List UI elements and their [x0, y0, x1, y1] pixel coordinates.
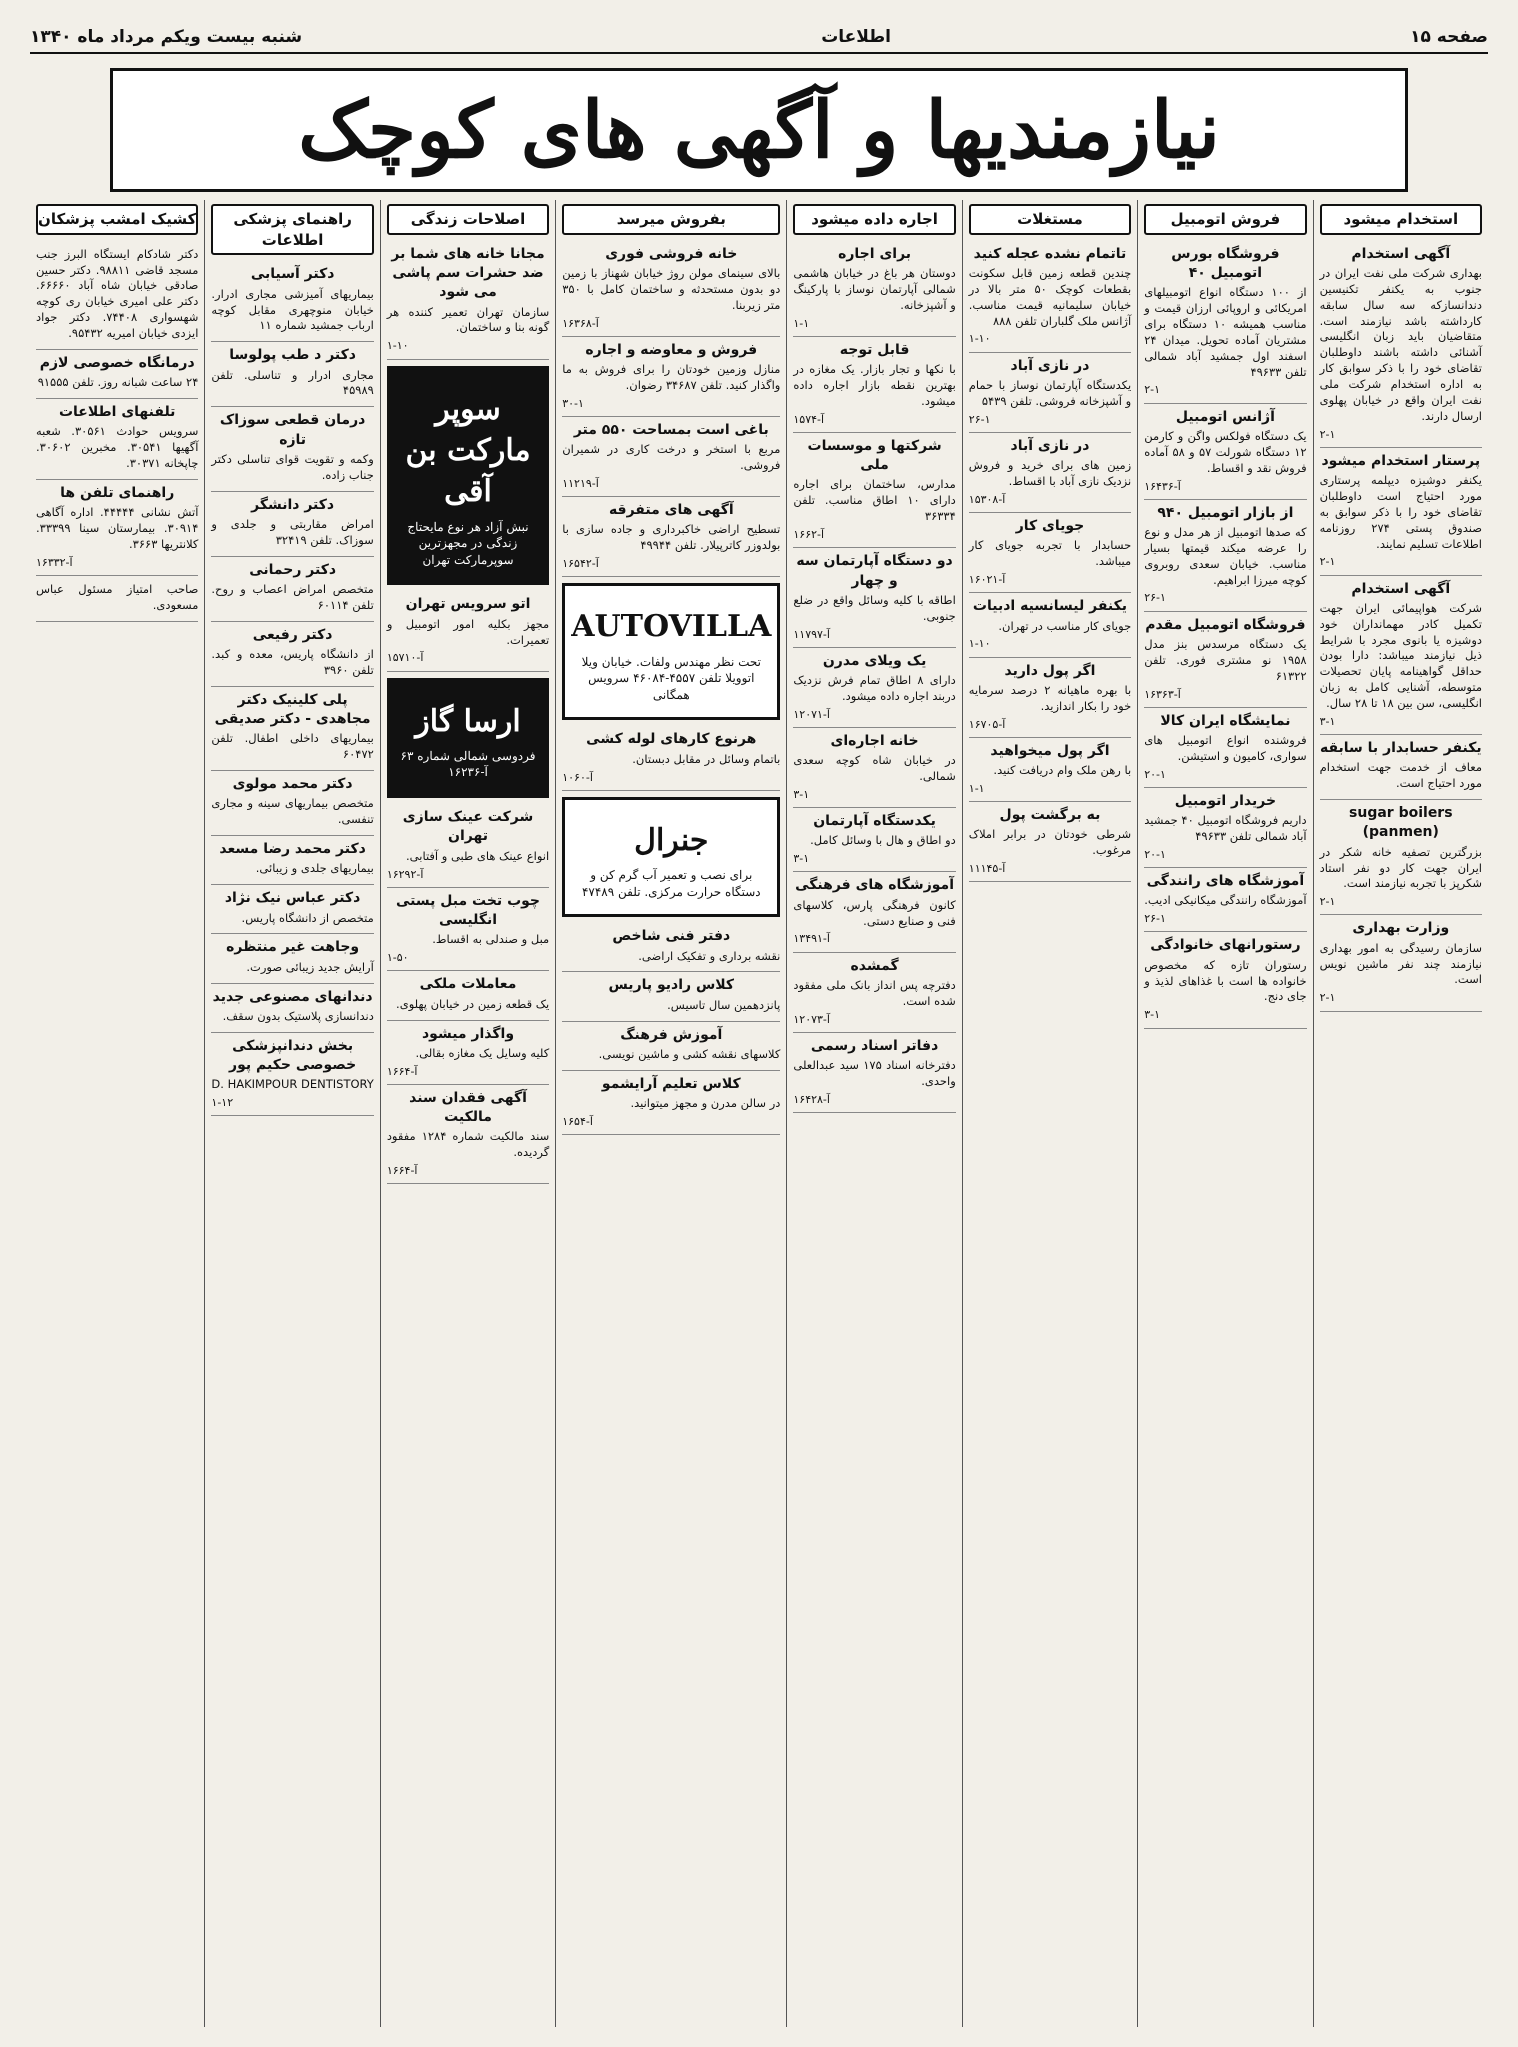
ad-title: آگهی استخدام: [1351, 245, 1451, 262]
ad-title: اگر پول میخواهید: [990, 742, 1110, 759]
ad-code: آ-۱۰۶۰: [562, 770, 593, 784]
classified-ad: [562, 1071, 780, 1135]
page-number: صفحه ۱۵: [1410, 27, 1488, 47]
ad-title: فروش و معاوضه و اجاره: [585, 341, 758, 358]
ad-code: ۲۶-۱: [1144, 912, 1166, 926]
ad-code: آ-۱۶۶۲: [793, 528, 825, 542]
ad-title: اگر پول دارید: [1004, 662, 1096, 679]
ad-body: کلاسهای نقشه کشی و ماشین نویسی.: [598, 1046, 781, 1061]
ad-body: در سالن مدرن و مجهز میتوانید.: [630, 1096, 781, 1111]
classified-ad: [387, 1085, 549, 1185]
ad-title: ارسا گاز: [415, 703, 521, 739]
display-ad: [562, 583, 780, 720]
classified-ad: [1320, 735, 1482, 800]
ad-body: یک قطعه زمین در خیابان پهلوی.: [396, 996, 550, 1011]
ad-title: دکتر محمد رضا مسعد: [219, 841, 366, 858]
ad-body: با رهن ملک وام دریافت کنید.: [993, 763, 1132, 778]
classified-ad: [211, 934, 373, 983]
classified-ad: [562, 972, 780, 1021]
classified-ad: [36, 399, 198, 480]
ad-body: باتمام وسائل در مقابل دبستان.: [632, 751, 781, 766]
banner-title: نیازمندیها و آگهی های کوچک: [298, 84, 1220, 176]
ad-code: ۲۶-۱: [968, 412, 991, 426]
ad-body: دو اطاق و هال با وسائل کامل.: [810, 833, 956, 848]
classified-ad: [387, 971, 549, 1020]
ad-column: [555, 200, 786, 2027]
ad-body: پانزدهمین سال تاسیس.: [667, 997, 781, 1012]
ad-code: آ-۱۶۵۴۲: [562, 557, 599, 571]
classified-ad: [793, 1033, 955, 1113]
ad-title: فروشگاه بورس اتومبیل ۴۰: [1171, 245, 1280, 281]
ad-title: کلاس تعلیم آرایشمو: [601, 1075, 741, 1092]
ad-body: فروشنده انواع اتومبیل های سواری، کامیون و استیشن.: [1144, 733, 1307, 763]
ad-body: آتش نشانی ۴۴۴۴۴. اداره آگاهی ۳۰۹۱۴. بیمارستان سینا ۳۳۳۹۹. کلانتریها ۳۶۶۳.: [36, 505, 199, 551]
ad-code: ۱-۱: [793, 316, 810, 330]
ad-title: آگهی استخدام: [1351, 580, 1451, 597]
classified-ad: [562, 923, 780, 972]
classified-ad: [562, 497, 780, 577]
ad-body: دندانسازی پلاستیک بدون سقف.: [222, 1008, 374, 1023]
ad-body: تحت نظر مهندس ولفات. خیابان ویلا اتوویلا تلفن ۴۵۵۷-۴۶۰۸۴ سرویس همگانی: [581, 654, 761, 702]
ad-body: دفترچه پس انداز بانک ملی مفقود شده است.: [793, 977, 956, 1008]
ad-body: بزرگترین تصفیه خانه شکر در ایران جهت کار دو نفر استاد شکرپز با تجربه نیازمند است.: [1319, 844, 1482, 891]
ad-body: که صدها اتومبیل از هر مدل و نوع را عرضه میکند قیمتها بسیار مناسب. خیابان سعدی روبروی کوچه میرزا ابراهیم.: [1144, 525, 1307, 587]
classified-ad: [211, 342, 373, 407]
ad-title: یکدستگاه آپارتمان: [813, 813, 936, 830]
ad-code: آ-۱۲۰۷۳: [793, 1012, 830, 1026]
ad-body: متخصص از دانشگاه پاریس.: [241, 910, 374, 925]
ad-body: منازل وزمین خودتان را برای فروش به ما واگذار کنید. تلفن ۳۴۶۸۷ رضوان.: [562, 362, 781, 392]
ad-title: دکتر رفیعی: [252, 626, 333, 643]
ad-title: سوپر مارکت بن آقی: [405, 391, 531, 510]
ad-title: معاملات ملکی: [419, 976, 517, 993]
ad-title: دکتر محمد مولوی: [232, 776, 353, 793]
ad-body: آموزشگاه رانندگی میکانیکی ادیب.: [1144, 893, 1307, 908]
classified-ad: [793, 872, 955, 952]
ad-body: سازمان رسیدگی به امور بهداری نیازمند چند نفر ماشین نویس است.: [1319, 940, 1482, 987]
ad-body: مجاری ادرار و تناسلی. تلفن ۴۵۹۸۹: [211, 367, 374, 398]
ad-code: آ-۱۶۶۴: [386, 1064, 418, 1078]
ad-code: آ-۱۵۳۰۸: [968, 492, 1006, 506]
ad-body: سرویس حوادث ۳۰۵۶۱. شعبه آگهیها ۳۰۵۴۱. مخبرین ۳۰۶۰۲. چاپخانه ۳۰۳۷۱.: [36, 424, 199, 471]
ad-code: آ-۱۱۱۴۵: [968, 862, 1006, 876]
ad-body: امراض مقاربتی و جلدی و سوزاک. تلفن ۳۲۴۱۹: [211, 516, 374, 547]
classified-ad: [1144, 708, 1306, 788]
ad-code: ۲۶-۱: [1144, 591, 1166, 605]
ad-title: تاتمام نشده عجله کنید: [973, 245, 1127, 262]
ad-body: از ۱۰۰ دستگاه انواع اتومبیلهای امریکائی و اروپائی ارزان قیمت و مناسب همیشه ۱۰ دستگاه برای مشتریان آماده تحویل. میدان ۲۴ اسفند اول جمشید آباد شمالی تلفن ۴۹۶۳۳: [1144, 285, 1307, 379]
ad-code: آ-۱۵۷۱۰: [386, 651, 424, 665]
classified-ad: [969, 802, 1131, 882]
ad-body: در خیابان شاه کوچه سعدی شمالی.: [793, 753, 956, 784]
ad-title: هرنوع کارهای لوله کشی: [586, 731, 757, 748]
column-heading: مستغلات: [969, 204, 1131, 235]
ad-title: دکتر دانشگر: [251, 496, 335, 513]
display-ad: [387, 678, 549, 798]
ad-code: ۲۰-۱: [1144, 767, 1166, 781]
classified-ad: [211, 557, 373, 622]
ad-code: ۲-۱: [1319, 895, 1336, 909]
ad-body: متخصص امراض اعصاب و روح. تلفن ۶۰۱۱۴: [211, 581, 374, 612]
ad-body: سند مالکیت شماره ۱۲۸۴ مفقود گردیده.: [386, 1129, 550, 1160]
classified-ad: [36, 241, 198, 350]
ad-title: در نازی آباد: [1010, 357, 1090, 374]
ad-title: جویای کار: [1015, 518, 1085, 535]
ad-body: بیماریهای آمیزشی مجاری ادرار. خیابان منوچهری مقابل کوچه ارباب جمشید شماره ۱۱: [211, 286, 374, 333]
ad-title: آژانس اتومبیل: [1175, 408, 1275, 425]
ad-code: آ-۱۱۷۹۷: [793, 627, 830, 641]
ad-title: شرکتها و موسسات ملی: [807, 437, 942, 474]
classified-ad: [1320, 576, 1482, 736]
column-heading: فروش اتومبیل: [1144, 204, 1306, 235]
classified-ad: [793, 241, 955, 337]
ad-title: چوب تخت مبل پستی انگلیسی: [396, 892, 541, 928]
ad-body: رستوران تازه که مخصوص خانواده ها است با غذاهای لذیذ و جای دنج.: [1144, 957, 1307, 1004]
ad-body: انواع عینک های طبی و آفتابی.: [406, 848, 550, 863]
classified-ad: [562, 241, 780, 337]
ad-body: ۲۴ ساعت شبانه روز. تلفن ۹۱۵۵۵: [37, 375, 199, 390]
classified-ad: [1320, 448, 1482, 576]
ad-title: واگذار میشود: [421, 1025, 515, 1042]
ad-code: آ-۱۶۵۴: [562, 1114, 593, 1128]
ad-body: بیماریهای داخلی اطفال. تلفن ۶۰۴۷۲: [211, 731, 374, 762]
page-header: [30, 22, 1488, 54]
classified-ad: [562, 337, 780, 417]
ad-body: دوستان هر باغ در خیابان هاشمی شمالی آپارتمان نوساز با پارکینگ و آشپزخانه.: [793, 266, 956, 312]
classified-ad: [1320, 241, 1482, 448]
display-ad: [387, 366, 549, 586]
ad-body: نبش آزاد هر نوع مایحتاج زندگی در مجهزترین سوپرمارکت تهران: [407, 519, 529, 567]
ad-column: [786, 200, 961, 2027]
classified-ad: [969, 738, 1131, 802]
ad-body: اطاقه با کلیه وسائل واقع در ضلع جنوبی.: [793, 592, 956, 623]
ad-code: آ-۱۱۲۱۹: [562, 476, 599, 490]
ad-title: دفتر فنی شاخص: [612, 928, 731, 945]
ad-title: sugar boilers (panmen): [1349, 805, 1453, 841]
ad-body: از دانشگاه پاریس، معده و کبد. تلفن ۳۹۶۰: [211, 647, 374, 677]
ad-title: بخش دندانپزشکی خصوصی حکیم پور: [229, 1037, 357, 1074]
classified-ad: [387, 888, 549, 972]
ad-body: یک دستگاه فولکس واگن و کارمن ۱۲ دستگاه شورلت ۵۷ و ۵۸ آماده فروش نقد و اقساط.: [1144, 428, 1307, 475]
ad-title: یک ویلای مدرن: [822, 652, 927, 669]
ad-body: مربع با استخر و درخت کاری در شمیران فروشی.: [562, 442, 781, 473]
column-heading: کشیک امشب پزشکان: [36, 204, 198, 235]
classified-ad: [969, 433, 1131, 513]
classified-ad: [211, 261, 373, 342]
ad-body: بالای سینمای مولن روژ خیابان شهناز با زمین دو بدون مستحدثه و ساختمان کامل با ۳۵۰ متر زیربنا.: [562, 266, 781, 312]
ad-code: آ-۱۶۲۳۶: [448, 765, 488, 780]
ad-code: ۳۰-۱: [562, 396, 584, 410]
column-heading: اجاره داده میشود: [793, 204, 955, 235]
ad-title: دکتر عباس نیک نژاد: [224, 890, 361, 907]
ad-body: با بهره ماهیانه ۲ درصد سرمایه خود را بکار اندازید.: [968, 682, 1132, 713]
classified-ad: [969, 241, 1131, 353]
ad-body: مجهز بکلیه امور اتومبیل و تعمیرات.: [386, 616, 550, 647]
ad-code: ۱-۱۲: [211, 1096, 234, 1110]
classified-ad: [211, 492, 373, 557]
ad-body: دکتر شادکام ایستگاه البرز جنب مسجد قاضی ۹۸۸۱۱. دکتر حسین صادقی خیابان شاه آباد ۶۶۶۶۰. دکتر علی امیری خیابان ری کوچه شهسواری ۷۴۴۰۸. دکتر جواد ایزدی خیابان امیریه ۹۵۴۳۲.: [36, 246, 199, 340]
classified-ad: [387, 591, 549, 671]
ad-body: زمین های برای خرید و فروش نزدیک نازی آباد با اقساط.: [968, 458, 1132, 488]
ad-code: آ-۱۶۰۲۱: [968, 573, 1006, 587]
ad-code: آ-۱۶۴۳۶: [1144, 479, 1181, 493]
ad-code: آ-۱۳۴۹۱: [793, 932, 830, 946]
ad-title: پلی کلینیک دکتر مجاهدی - دکتر صدیقی: [214, 691, 371, 728]
ad-body: فردوسی شمالی شماره ۶۳: [400, 748, 536, 763]
classified-ad: [36, 576, 198, 622]
ad-body: برای نصب و تعمیر آب گرم کن و دستگاه حرارت مرکزی. تلفن ۴۷۴۸۹: [581, 868, 761, 899]
classified-ad: [211, 407, 373, 491]
display-ad: [562, 797, 780, 917]
ad-code: ۳-۱: [793, 787, 810, 801]
ad-title: در نازی آباد: [1010, 437, 1090, 454]
ad-code: ۳-۱: [793, 852, 810, 866]
ad-title: آموزشگاه های رانندگی: [1146, 873, 1305, 890]
ad-body: شرطی خودتان در برابر املاک مرغوب.: [968, 827, 1132, 858]
classified-ad: [211, 687, 373, 771]
classified-ad: [211, 1033, 373, 1117]
classified-ad: [562, 1022, 780, 1071]
ad-code: آ-۱۲۰۷۱: [793, 707, 830, 721]
ad-title: قابل توجه: [839, 341, 910, 358]
column-heading: راهنمای پزشکی اطلاعات: [211, 204, 373, 255]
classifieds-columns: [30, 200, 1488, 2027]
classified-ad: [969, 353, 1131, 433]
classified-ad: [387, 1021, 549, 1085]
ad-title: دو دستگاه آپارتمان سه و چهار: [796, 553, 953, 589]
ad-column: [962, 200, 1137, 2027]
ad-body: بیماریهای جلدی و زیبائی.: [255, 861, 374, 876]
classified-ad: [969, 513, 1131, 593]
ad-code: آ-۱۶۲۹۲: [386, 867, 424, 881]
ad-code: آ-۱۶۶۴: [386, 1164, 418, 1178]
ad-body: تسطیح اراضی خاکبرداری و جاده سازی با بولدوزر کاترپیلار. تلفن ۴۹۹۴۴: [562, 522, 781, 553]
newspaper-name: اطلاعات: [821, 27, 892, 47]
classified-ad: [1144, 241, 1306, 404]
ad-body: مدارس، ساختمان برای اجاره دارای ۱۰ اطاق مناسب. تلفن ۳۶۳۳۴: [793, 477, 956, 524]
ad-body: دفترخانه اسناد ۱۷۵ سید عبدالعلی واحدی.: [793, 1058, 956, 1089]
classified-ad: [211, 771, 373, 836]
ad-title: تلفنهای اطلاعات: [58, 404, 176, 421]
ad-column: [380, 200, 555, 2027]
ad-body: متخصص بیماریهای سینه و مجاری تنفسی.: [211, 796, 374, 827]
classified-ad: [1320, 915, 1482, 1011]
ad-title: آموزشگاه های فرهنگی: [795, 877, 955, 894]
ad-code: آ-۱۶۳۳۲: [36, 555, 73, 569]
ad-code: ۱-۱۰: [386, 339, 409, 353]
ad-title: آگهی های متفرقه: [608, 502, 734, 519]
ad-column: [1313, 200, 1488, 2027]
ad-title: جنرال: [634, 822, 709, 858]
ad-body: کانون فرهنگی پارس، کلاسهای فنی و صنایع دستی.: [793, 897, 956, 928]
ad-column: [204, 200, 379, 2027]
ad-body: مبل و صندلی به اقساط.: [432, 932, 550, 947]
ad-title: برای اجاره: [838, 245, 912, 262]
ad-code: آ-۱۶۷۰۵: [968, 717, 1006, 731]
classified-ad: [1144, 788, 1306, 868]
ad-column: [30, 200, 204, 2027]
ad-code: ۱-۵۰: [386, 951, 409, 965]
ad-title: گمشده: [850, 957, 899, 974]
ad-body: حسابدار با تجربه جویای کار میباشد.: [968, 538, 1132, 569]
classified-ad: [562, 417, 780, 497]
ad-title: درمانگاه خصوصی لازم: [39, 354, 195, 371]
ad-title: وجاهت غیر منتظره: [226, 939, 360, 956]
ad-body: داریم فروشگاه اتومبیل ۴۰ جمشید آباد شمالی تلفن ۴۹۶۳۳: [1144, 813, 1307, 844]
classified-ad: [36, 480, 198, 576]
ad-title: دفاتر اسناد رسمی: [810, 1037, 939, 1054]
ad-title: دکتر رحمانی: [249, 561, 337, 578]
ad-title: به برگشت پول: [999, 807, 1101, 824]
ad-title: شرکت عینک سازی تهران: [402, 809, 534, 845]
classified-ad: [211, 836, 373, 885]
ad-code: ۱-۱۰: [968, 332, 991, 346]
classified-ad: [1144, 868, 1306, 932]
ad-code: ۲۰-۱: [1144, 847, 1166, 861]
classified-ad: [793, 337, 955, 433]
ad-body: صاحب امتیاز مسئول عباس مسعودی.: [36, 581, 199, 612]
ad-code: آ-۱۶۴۲۸: [793, 1092, 830, 1106]
ad-title: یکنفر حسابدار با سابقه: [1319, 740, 1482, 757]
ad-title: کلاس رادیو پاریس: [608, 977, 735, 994]
ad-body: جویای کار مناسب در تهران.: [998, 618, 1132, 633]
ad-title: AUTOVILLA: [571, 609, 772, 645]
classified-ad: [793, 808, 955, 872]
ad-title: راهنمای تلفن ها: [60, 484, 175, 501]
ad-body: سازمان تهران تعمیر کننده هر گونه بنا و ساختمان.: [386, 304, 550, 335]
ad-title: مجانا خانه های شما بر ضد حشرات سم پاشی می شود: [391, 245, 545, 301]
classified-ad: [793, 648, 955, 728]
ad-title: خانه فروشی فوری: [605, 245, 738, 262]
ad-code: ۲-۱: [1319, 555, 1336, 569]
classified-ad: [211, 984, 373, 1033]
ad-body: یکنفر دوشیزه دیپلمه پرستاری مورد احتیاج است داوطلبان تقاضای خود را با ذکر سوابق به صندوق پستی ۲۷۴ روزنامه اطلاعات تسلیم نمایند.: [1319, 473, 1482, 551]
issue-date: شنبه بیست ویکم مرداد ماه ۱۳۴۰: [30, 27, 303, 47]
ad-title: رستورانهای خانوادگی: [1150, 937, 1301, 954]
ad-title: دندانهای مصنوعی جدید: [212, 988, 373, 1005]
classified-ad: [1144, 500, 1306, 612]
classified-ad: [793, 433, 955, 548]
ad-title: وزارت بهداری: [1352, 920, 1450, 937]
ad-code: آ-۱۶۳۶۳: [1144, 687, 1181, 701]
column-heading: استخدام میشود: [1320, 204, 1482, 235]
ad-code: ۳-۱: [1319, 714, 1336, 728]
ad-code: ۱-۱۰: [968, 637, 991, 651]
ad-title: پرستار استخدام میشود: [1321, 452, 1481, 469]
ad-code: ۲-۱: [1144, 383, 1160, 397]
ad-code: ۳-۱: [1144, 1008, 1160, 1022]
ad-body: D. HAKIMPOUR DENTISTORY: [211, 1077, 374, 1092]
classified-ad: [793, 728, 955, 808]
classified-ad: [387, 804, 549, 888]
ad-code: ۱-۱: [968, 781, 985, 795]
classified-ad: [969, 658, 1131, 738]
classified-ad: [1144, 404, 1306, 500]
ad-code: آ-۱۵۷۴: [793, 412, 825, 426]
ad-title: باغی است بمساحت ۵۵۰ متر: [573, 421, 769, 438]
ad-body: چندین قطعه زمین قابل سکونت بقطعات کوچک ۵۰ متر بالا در خیابان سلیمانیه قیمت مناسب. آژانس ملک گلباران تلفن ۸۸۸: [968, 266, 1132, 328]
classified-ad: [562, 726, 780, 790]
ad-title: آموزش فرهنگ: [620, 1026, 723, 1043]
ad-body: کلیه وسایل یک مغازه بقالی.: [415, 1045, 550, 1060]
ad-title: خریدار اتومبیل: [1174, 792, 1277, 809]
ad-code: آ-۱۶۳۶۸: [562, 316, 599, 330]
ad-body: آرایش جدید زیبائی صورت.: [246, 959, 374, 974]
classified-ad: [1320, 800, 1482, 915]
ad-title: آگهی فقدان سند مالکیت: [409, 1089, 527, 1126]
ad-title: نمایشگاه ایران کالا: [1160, 712, 1291, 729]
section-banner: [110, 68, 1408, 192]
ad-column: [1137, 200, 1312, 2027]
ad-body: بهداری شرکت ملی نفت ایران در جنوب به یکنفر تکنیسین دندانسازکه سه سال سابقه کارداشته باشد نیازمند است. متقاضیان باید زبان انگلیسی آشنائی داشته باشند داوطلبان تقاضای خود را با ذکر سوابق کار به اداره استخدام شرکت ملی نفت ایران واقع در خیابان پهلوی ارسال دارند.: [1319, 266, 1482, 423]
classified-ad: [1144, 612, 1306, 708]
ad-code: ۲-۱: [1319, 427, 1336, 441]
ad-body: شرکت هواپیمائی ایران جهت تکمیل کادر مهمانداران خود دوشیزه یا بانوی مجرد با شرایط ذیل نیازمند میباشد: دارا بودن حداقل گواهینامه پایان تحصیلات متوسطه، آشنایی کامل به زبان انگلیسی، سن بین ۱۸ تا ۲۸ سال.: [1319, 600, 1482, 711]
ad-body: با نکها و تجار بازار. یک مغازه در بهترین نقطه بازار اجاره داده میشود.: [793, 362, 956, 408]
classified-ad: [387, 241, 549, 360]
classified-ad: [36, 350, 198, 399]
classified-ad: [969, 593, 1131, 657]
ad-body: وکمه و تقویت قوای تناسلی دکتر جناب زاده.: [211, 451, 374, 482]
classified-ad: [1144, 932, 1306, 1028]
ad-title: از بازار اتومبیل ۹۴۰: [1157, 504, 1294, 521]
ad-title: دکتر د طب پولوسا: [229, 347, 356, 364]
ad-body: نقشه برداری و تفکیک اراضی.: [638, 948, 781, 963]
ad-body: دارای ۸ اطاق تمام فرش نزدیک دربند اجاره داده میشود.: [793, 673, 956, 703]
ad-body: یک دستگاه مرسدس بنز مدل ۱۹۵۸ نو مشتری فوری. تلفن ۶۱۳۲۲: [1144, 636, 1307, 683]
ad-title: فروشگاه اتومبیل مقدم: [1145, 616, 1306, 633]
ad-title: درمان قطعی سوزاک تازه: [219, 412, 366, 448]
classified-ad: [211, 885, 373, 934]
ad-body: یکدستگاه آپارتمان نوساز با حمام و آشپزخانه فروشی. تلفن ۵۴۳۹: [968, 377, 1132, 408]
classified-ad: [793, 953, 955, 1033]
column-heading: اصلاحات زندگی: [387, 204, 549, 235]
ad-title: یکنفر لیسانسیه ادبیات: [972, 598, 1128, 615]
ad-code: ۲-۱: [1319, 991, 1336, 1005]
ad-title: خانه اجاره‌ای: [830, 732, 919, 749]
ad-body: معاف از خدمت جهت استخدام مورد احتیاج است.: [1319, 760, 1482, 791]
column-heading: بفروش میرسد: [562, 204, 780, 235]
classified-ad: [793, 548, 955, 648]
ad-title: دکتر آسیابی: [250, 266, 335, 283]
classified-ad: [211, 622, 373, 687]
ad-title: اتو سرویس تهران: [405, 596, 531, 613]
